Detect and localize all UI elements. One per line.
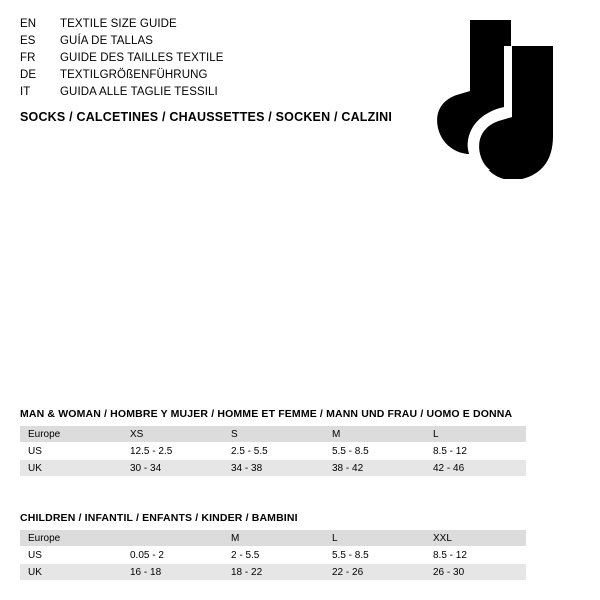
cell-us-s: 2.5 - 5.5 (223, 443, 324, 460)
header-cell-m: M (324, 426, 425, 443)
row-label-uk: UK (20, 564, 122, 581)
row-label-us: US (20, 547, 122, 564)
cell-uk-xxl: 26 - 30 (425, 564, 526, 581)
cell-uk-xs: 30 - 34 (122, 460, 223, 477)
children-size-table-block (20, 512, 580, 580)
header-cell-region: Europe (20, 426, 122, 443)
language-row-it (20, 84, 380, 101)
table-row (20, 443, 526, 460)
product-category-title: SOCKS / CALCETINES / CHAUSSETTES / SOCKEN / CALZINI (20, 110, 393, 124)
header-cell-l: L (324, 530, 425, 547)
cell-us-m: 2 - 5.5 (223, 547, 324, 564)
language-row-fr (20, 50, 380, 67)
header-cell-xxl: XXL (425, 530, 526, 547)
header-cell-xs: XS (122, 426, 223, 443)
row-label-uk: UK (20, 460, 122, 477)
header-cell-blank (122, 530, 223, 547)
row-label-us: US (20, 443, 122, 460)
language-code: EN (20, 18, 37, 30)
language-list (20, 16, 380, 101)
language-code: FR (20, 52, 36, 64)
language-text: GUÍA DE TALLAS (60, 35, 154, 47)
language-row-es (20, 33, 380, 50)
language-code: DE (20, 69, 37, 81)
cell-uk-m: 38 - 42 (324, 460, 425, 477)
cell-us-1: 0.05 - 2 (122, 547, 223, 564)
language-row-de (20, 67, 380, 84)
adults-table-title: MAN & WOMAN / HOMBRE Y MUJER / HOMME ET FEMME / MANN UND FRAU / UOMO E DONNA (20, 408, 513, 420)
language-code: ES (20, 35, 36, 47)
adults-size-table (20, 426, 526, 476)
cell-uk-1: 16 - 18 (122, 564, 223, 581)
adults-size-table-block (20, 408, 580, 476)
cell-uk-l: 42 - 46 (425, 460, 526, 477)
language-text: GUIDA ALLE TAGLIE TESSILI (60, 86, 218, 98)
children-table-title: CHILDREN / INFANTIL / ENFANTS / KINDER / BAMBINI (20, 512, 298, 524)
cell-us-xs: 12.5 - 2.5 (122, 443, 223, 460)
language-text: TEXTILGRÖßENFÜHRUNG (60, 69, 208, 81)
header-cell-s: S (223, 426, 324, 443)
cell-uk-l: 22 - 26 (324, 564, 425, 581)
cell-uk-m: 18 - 22 (223, 564, 324, 581)
language-text: GUIDE DES TAILLES TEXTILE (60, 52, 224, 64)
header-cell-region: Europe (20, 530, 122, 547)
cell-us-l: 8.5 - 12 (425, 443, 526, 460)
cell-us-m: 5.5 - 8.5 (324, 443, 425, 460)
header-cell-l: L (425, 426, 526, 443)
table-row (20, 564, 526, 581)
children-size-table (20, 530, 526, 580)
language-text: TEXTILE SIZE GUIDE (60, 18, 177, 30)
table-row (20, 547, 526, 564)
socks-pair-icon (408, 14, 578, 179)
header-cell-m: M (223, 530, 324, 547)
table-header-row (20, 530, 526, 547)
cell-us-l: 5.5 - 8.5 (324, 547, 425, 564)
language-row-en (20, 16, 380, 33)
table-row (20, 460, 526, 477)
cell-uk-s: 34 - 38 (223, 460, 324, 477)
language-code: IT (20, 86, 31, 98)
cell-us-xxl: 8.5 - 12 (425, 547, 526, 564)
table-header-row (20, 426, 526, 443)
